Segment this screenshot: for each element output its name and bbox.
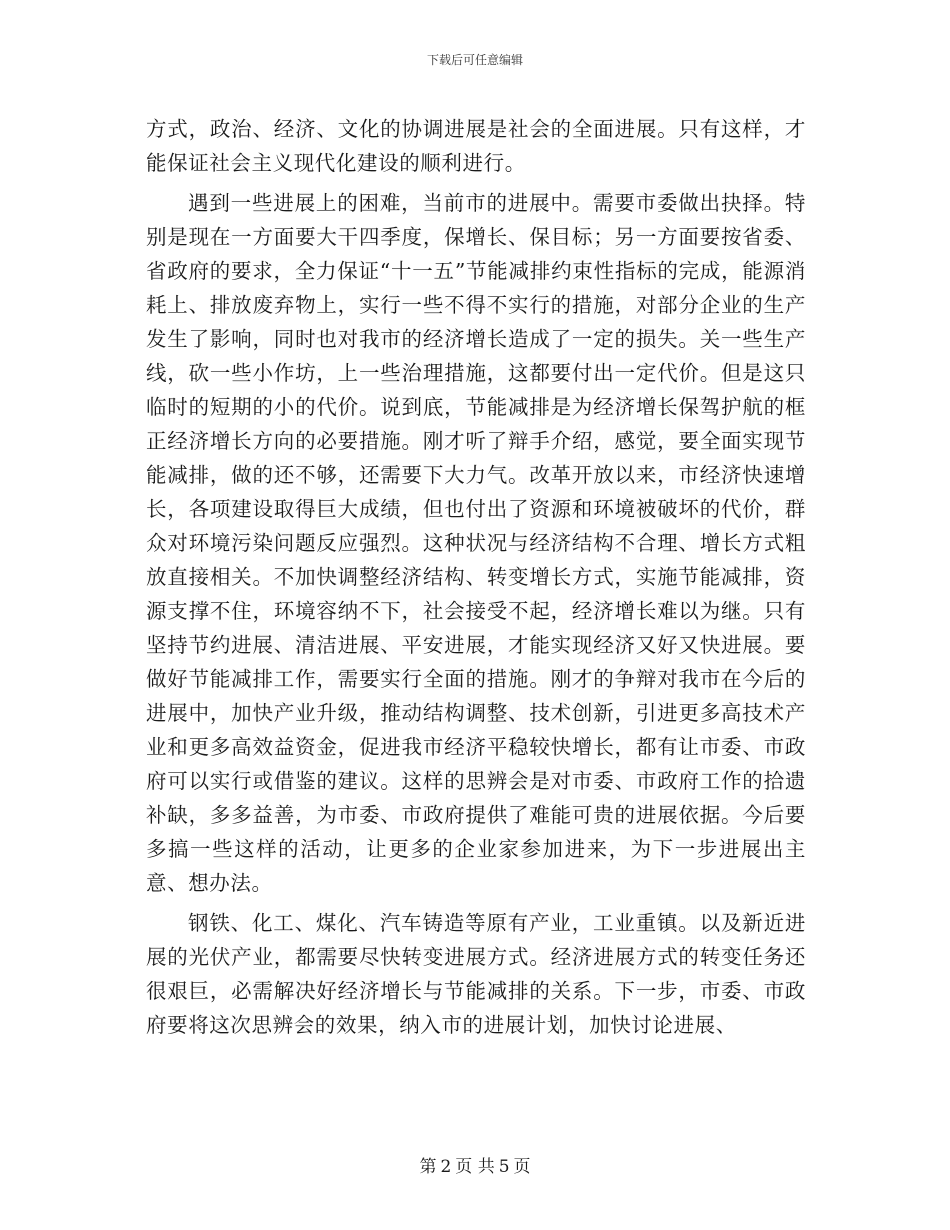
page-total-number: 5 (498, 1157, 510, 1177)
body-text (146, 112, 806, 1048)
page-current-number: 2 (440, 1157, 452, 1177)
page-footer (0, 1156, 950, 1178)
page-middle-text: 页 共 (455, 1157, 495, 1177)
page-header: 下载后可任意编辑 (426, 53, 523, 67)
paragraph: 钢铁、化工、煤化、汽车铸造等原有产业，工业重镇。以及新近进展的光伏产业，都需要尽快转变进展方式。经济进展方式的转变任务还很艰巨，必需解决好经济增长与节能减排的关系。下一步，市委、市政府要将这次思辨会的效果，纳入市的进展计划，加快讨论进展、 (146, 911, 806, 1037)
page-prefix: 第 (419, 1157, 437, 1177)
page-suffix: 页 (513, 1157, 531, 1177)
paragraph: 遇到一些进展上的困难，当前市的进展中。需要市委做出抉择。特别是现在一方面要大干四季度，保增长、保目标；另一方面要按省委、省政府的要求，全力保证“十一五”节能减排约束性指标的完成，能源消耗上、排放废弃物上，实行一些不得不实行的措施，对部分企业的生产发生了影响，同时也对我市的经济增长造成了一定的损失。关一些生产线，砍一些小作坊，上一些治理措施，这都要付出一定代价。但是这只临时的短期的小的代价。说到底，节能减排是为经济增长保驾护航的框正经济增长方向的必要措施。刚才听了辩手介绍，感觉，要全面实现节能减排，做的还不够，还需要下大力气。改革开放以来，市经济快速增长，各项建设取得巨大成绩，但也付出了资源和环境被破坏的代价，群众对环境污染问题反应强烈。这种状况与经济结构不合理、增长方式粗放直接相关。不加快调整经济结构、转变增长方式，实施节能减排，资源支撑不住，环境容纳不下，社会接受不起，经济增长难以为继。只有坚持节约进展、清洁进展、平安进展，才能实现经济又好又快进展。要做好节能减排工作，需要实行全面的措施。刚才的争辩对我市在今后的进展中，加快产业升级，推动结构调整、技术创新，引进更多高技术产业和更多高效益资金，促进我市经济平稳较快增长，都有让市委、市政府可以实行或借鉴的建议。这样的思辨会是对市委、市政府工作的拾遗补缺，多多益善，为市委、市政府提供了难能可贵的进展依据。今后要多搞一些这样的活动，让更多的企业家参加进来，为下一步进展出主意、想办法。 (146, 191, 806, 895)
paragraph-continued: 方式，政治、经济、文化的协调进展是社会的全面进展。只有这样，才能保证社会主义现代化建设的顺利进行。 (146, 117, 806, 175)
